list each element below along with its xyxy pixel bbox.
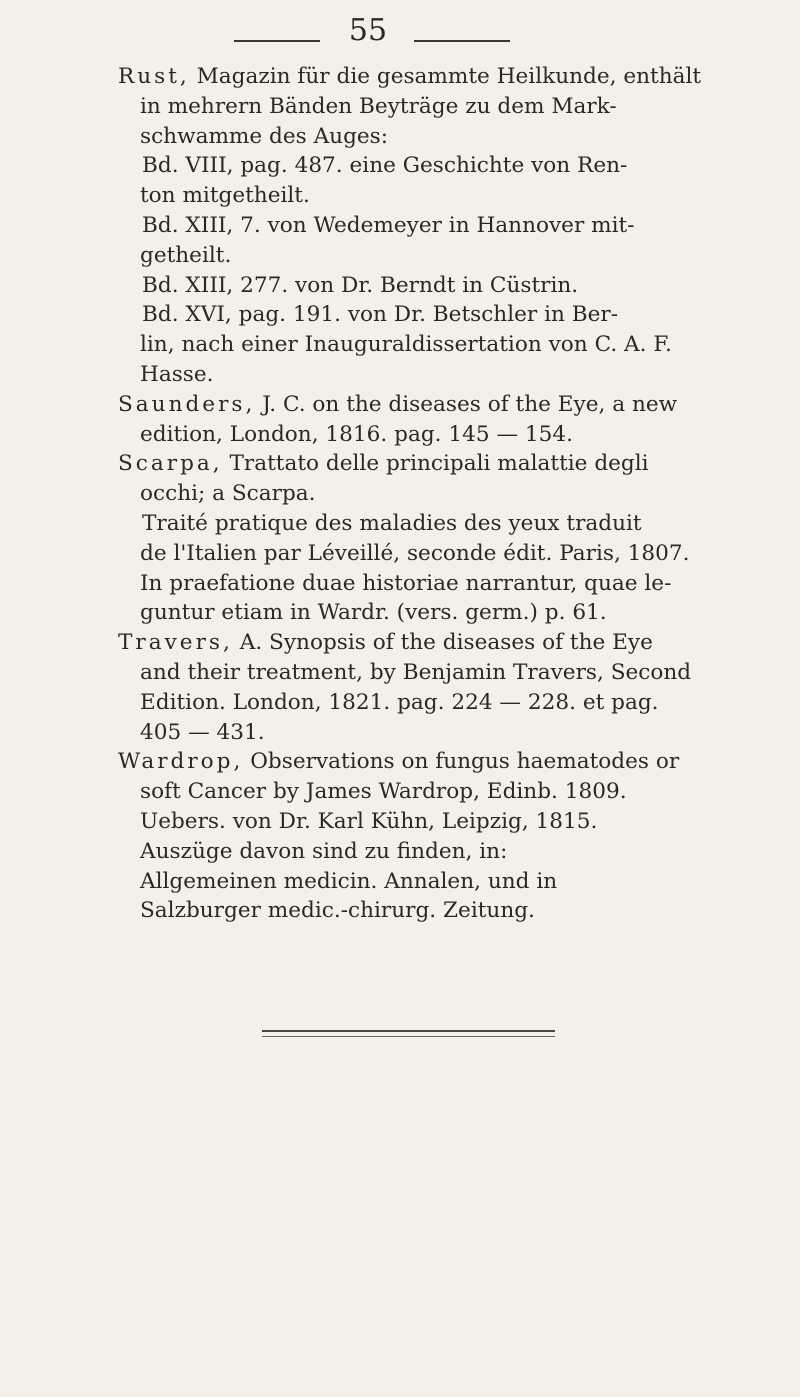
entry-line: 405 — 431. (140, 719, 265, 745)
entry-line: Auszüge davon sind zu finden, in: (140, 838, 508, 864)
subentry-line: de l'Italien par Léveillé, seconde édit. Paris, 1807. (140, 540, 690, 566)
subentry-line: guntur etiam in Wardr. (vers. germ.) p. 61. (140, 600, 607, 626)
subentry-line: getheilt. (140, 242, 232, 268)
subentry-line: Bd. XVI, pag. 191. von Dr. Betschler in Ber- (142, 302, 619, 328)
subentry-line: Bd. XIII, 277. von Dr. Berndt in Cüstrin. (142, 272, 579, 298)
end-rule (262, 1030, 555, 1032)
entry-line: soft Cancer by James Wardrop, Edinb. 1809. (140, 779, 627, 805)
subentry (118, 211, 758, 271)
page-header (0, 10, 800, 50)
entry-first-line (118, 449, 758, 479)
entry-line: Allgemeinen medicin. Annalen, und in (140, 868, 558, 894)
subentry (118, 300, 758, 389)
bibliography (118, 62, 758, 926)
entry-first-line (118, 628, 758, 658)
entry-first-line (118, 62, 758, 92)
entry-line: in mehrern Bänden Beyträge zu dem Mark- (140, 93, 617, 119)
entry-line: and their treatment, by Benjamin Travers, Second (140, 659, 692, 685)
entry-line: occhi; a Scarpa. (140, 481, 316, 507)
entry-line: schwamme des Auges: (140, 123, 389, 149)
entry-rust (118, 62, 758, 390)
entry-line: Uebers. von Dr. Karl Kühn, Leipzig, 1815. (140, 808, 598, 834)
entry-author: Scarpa, (118, 451, 223, 477)
entry-text: A. Synopsis of the diseases of the Eye (239, 630, 653, 656)
entry-line: Edition. London, 1821. pag. 224 — 228. et pag. (140, 689, 659, 715)
entry-travers (118, 628, 758, 747)
subentry-line: Bd. VIII, pag. 487. eine Geschichte von Ren- (142, 153, 628, 179)
entry-first-line (118, 747, 758, 777)
header-rule-left (234, 40, 320, 42)
subentry (118, 509, 758, 628)
entry-wardrop (118, 747, 758, 926)
entry-text: J. C. on the diseases of the Eye, a new (262, 391, 678, 417)
page-number: 55 (348, 13, 388, 48)
entry-first-line (118, 390, 758, 420)
entry-author: Saunders, (118, 391, 256, 417)
subentry (118, 271, 758, 301)
entry-saunders (118, 390, 758, 450)
subentry-line: In praefatione duae historiae narrantur, quae le- (140, 570, 672, 596)
entry-text: Observations on fungus haematodes or (250, 749, 680, 775)
entry-line: edition, London, 1816. pag. 145 — 154. (140, 421, 573, 447)
entry-text: Trattato delle principali malattie degli (229, 451, 649, 477)
entry-author: Wardrop, (118, 749, 244, 775)
entry-scarpa (118, 449, 758, 628)
header-rule-right (414, 40, 510, 42)
end-rule-thin (262, 1036, 555, 1037)
subentry-line: Traité pratique des maladies des yeux traduit (142, 510, 642, 536)
subentry (118, 151, 758, 211)
entry-author: Rust, (118, 64, 190, 89)
entry-text: Magazin für die gesammte Heilkunde, enthält (196, 64, 702, 89)
entry-author: Travers, (118, 630, 233, 656)
subentry-line: lin, nach einer Inauguraldissertation von C. A. F. (140, 332, 672, 358)
subentry-line: ton mitgetheilt. (140, 183, 310, 209)
entry-line: Salzburger medic.-chirurg. Zeitung. (140, 898, 535, 924)
subentry-line: Bd. XIII, 7. von Wedemeyer in Hannover mit- (142, 212, 635, 238)
subentry-line: Hasse. (140, 361, 214, 387)
